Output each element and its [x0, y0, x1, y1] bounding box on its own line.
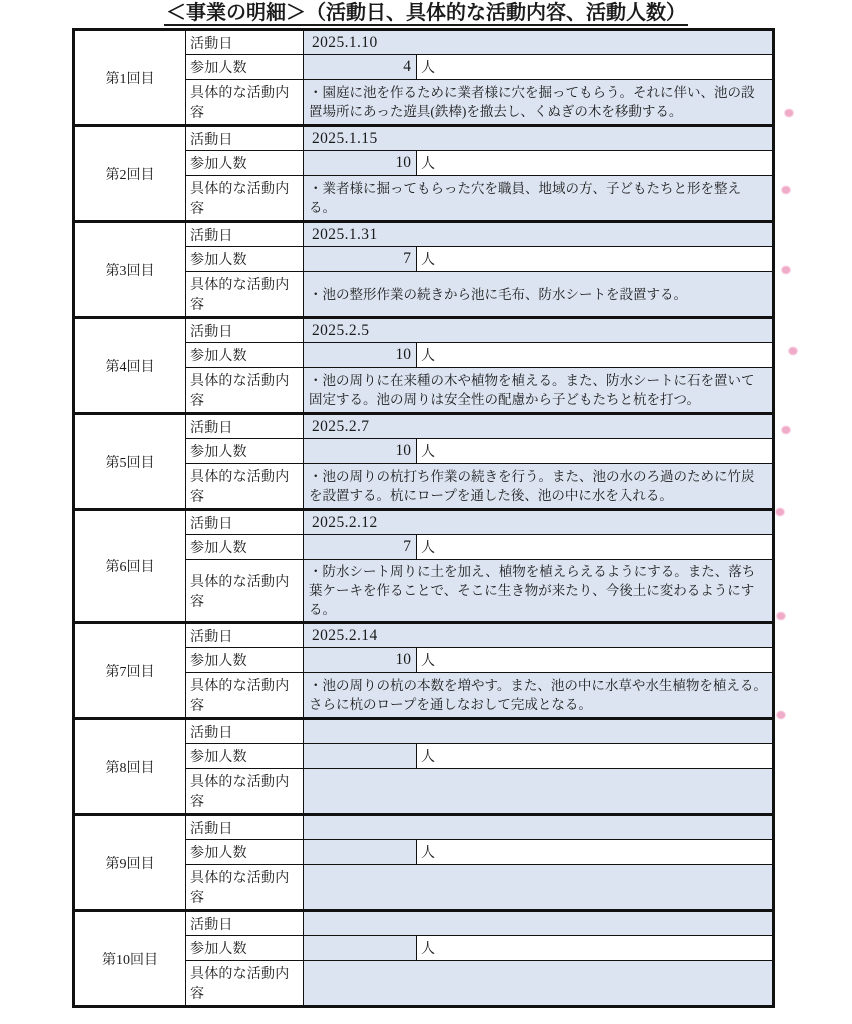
content-value: ・池の周りの杭打ち作業の続きを行う。また、池の水のろ過のために竹炭を設置する。杭にロープを通した後、池の中に水を入れる。: [304, 464, 774, 510]
round-label: 第1回目: [74, 30, 186, 126]
content-value: ・業者様に掘ってもらった穴を職員、地域の方、子どもたちと形を整える。: [304, 176, 774, 222]
participants-count: [304, 936, 417, 961]
content-value: [304, 769, 774, 815]
participants-label: 参加人数: [186, 55, 304, 80]
round-row-date: [74, 414, 774, 439]
date-label: 活動日: [186, 719, 304, 744]
round-label: 第5回目: [74, 414, 186, 510]
date-value: [304, 911, 774, 936]
date-value: [304, 719, 774, 744]
participants-label: 参加人数: [186, 343, 304, 368]
participants-unit: 人: [417, 936, 774, 961]
round-label: 第7回目: [74, 623, 186, 719]
participants-label: 参加人数: [186, 535, 304, 560]
content-label: 具体的な活動内容: [186, 961, 304, 1007]
participants-unit: 人: [417, 535, 774, 560]
content-label: 具体的な活動内容: [186, 176, 304, 222]
date-value: 2025.2.12: [304, 510, 774, 535]
pink-dot: [782, 266, 791, 274]
date-value: 2025.2.7: [304, 414, 774, 439]
participants-label: 参加人数: [186, 247, 304, 272]
date-value: 2025.2.5: [304, 318, 774, 343]
content-label: 具体的な活動内容: [186, 368, 304, 414]
participants-count: [304, 744, 417, 769]
participants-count: 7: [304, 247, 417, 272]
round-row-date: [74, 126, 774, 151]
round-row-date: [74, 510, 774, 535]
participants-count: 10: [304, 648, 417, 673]
date-value: 2025.2.14: [304, 623, 774, 648]
pink-dot: [782, 186, 791, 194]
pink-dot: [782, 426, 791, 434]
content-value: ・防水シート周りに土を加え、植物を植えらえるようにする。また、落ち葉ケーキを作ることで、そこに生き物が来たり、今後土に変わるようにする。: [304, 560, 774, 623]
participants-label: 参加人数: [186, 151, 304, 176]
content-label: 具体的な活動内容: [186, 769, 304, 815]
round-label: 第3回目: [74, 222, 186, 318]
date-label: 活動日: [186, 30, 304, 55]
content-value: ・池の整形作業の続きから池に毛布、防水シートを設置する。: [304, 272, 774, 318]
participants-label: 参加人数: [186, 840, 304, 865]
participants-unit: 人: [417, 343, 774, 368]
round-label: 第6回目: [74, 510, 186, 623]
participants-unit: 人: [417, 744, 774, 769]
participants-count: 4: [304, 55, 417, 80]
date-label: 活動日: [186, 318, 304, 343]
participants-count: 10: [304, 151, 417, 176]
page-title-text: ＜事業の明細＞（活動日、具体的な活動内容、活動人数）: [166, 2, 686, 24]
participants-unit: 人: [417, 648, 774, 673]
date-value: 2025.1.10: [304, 30, 774, 55]
date-label: 活動日: [186, 815, 304, 840]
content-label: 具体的な活動内容: [186, 865, 304, 911]
round-label: 第9回目: [74, 815, 186, 911]
round-label: 第4回目: [74, 318, 186, 414]
participants-unit: 人: [417, 151, 774, 176]
activity-table: [72, 28, 775, 1008]
content-label: 具体的な活動内容: [186, 80, 304, 126]
content-label: 具体的な活動内容: [186, 560, 304, 623]
round-row-date: [74, 318, 774, 343]
round-row-date: [74, 815, 774, 840]
participants-label: 参加人数: [186, 439, 304, 464]
participants-label: 参加人数: [186, 744, 304, 769]
pink-dot: [777, 711, 786, 719]
content-value: ・池の周りに在来種の木や植物を植える。また、防水シートに石を置いて固定する。池の周りは安全性の配慮から子どもたちと杭を打つ。: [304, 368, 774, 414]
participants-label: 参加人数: [186, 648, 304, 673]
content-value: [304, 961, 774, 1007]
date-label: 活動日: [186, 414, 304, 439]
content-value: [304, 865, 774, 911]
content-value: ・池の周りの杭の本数を増やす。また、池の中に水草や水生植物を植える。さらに杭のロープを通しなおして完成となる。: [304, 673, 774, 719]
date-value: 2025.1.15: [304, 126, 774, 151]
participants-unit: 人: [417, 439, 774, 464]
participants-count: 10: [304, 343, 417, 368]
date-label: 活動日: [186, 126, 304, 151]
participants-unit: 人: [417, 55, 774, 80]
round-row-date: [74, 623, 774, 648]
participants-label: 参加人数: [186, 936, 304, 961]
participants-count: [304, 840, 417, 865]
participants-count: 10: [304, 439, 417, 464]
round-row-date: [74, 719, 774, 744]
content-value: ・園庭に池を作るために業者様に穴を掘ってもらう。それに伴い、池の設置場所にあった遊具(鉄棒)を撤去し、くぬぎの木を移動する。: [304, 80, 774, 126]
date-label: 活動日: [186, 510, 304, 535]
date-value: 2025.1.31: [304, 222, 774, 247]
page-title: [0, 0, 852, 26]
pink-dot: [789, 347, 798, 355]
rounds-body: [74, 30, 774, 1007]
date-label: 活動日: [186, 222, 304, 247]
pink-dot: [785, 109, 794, 117]
pink-dot: [777, 612, 786, 620]
date-value: [304, 815, 774, 840]
round-row-date: [74, 911, 774, 936]
pink-dot: [776, 508, 785, 516]
round-row-date: [74, 30, 774, 55]
content-label: 具体的な活動内容: [186, 272, 304, 318]
round-row-date: [74, 222, 774, 247]
content-label: 具体的な活動内容: [186, 673, 304, 719]
round-label: 第2回目: [74, 126, 186, 222]
participants-unit: 人: [417, 247, 774, 272]
date-label: 活動日: [186, 911, 304, 936]
participants-unit: 人: [417, 840, 774, 865]
round-label: 第8回目: [74, 719, 186, 815]
participants-count: 7: [304, 535, 417, 560]
date-label: 活動日: [186, 623, 304, 648]
content-label: 具体的な活動内容: [186, 464, 304, 510]
round-label: 第10回目: [74, 911, 186, 1007]
